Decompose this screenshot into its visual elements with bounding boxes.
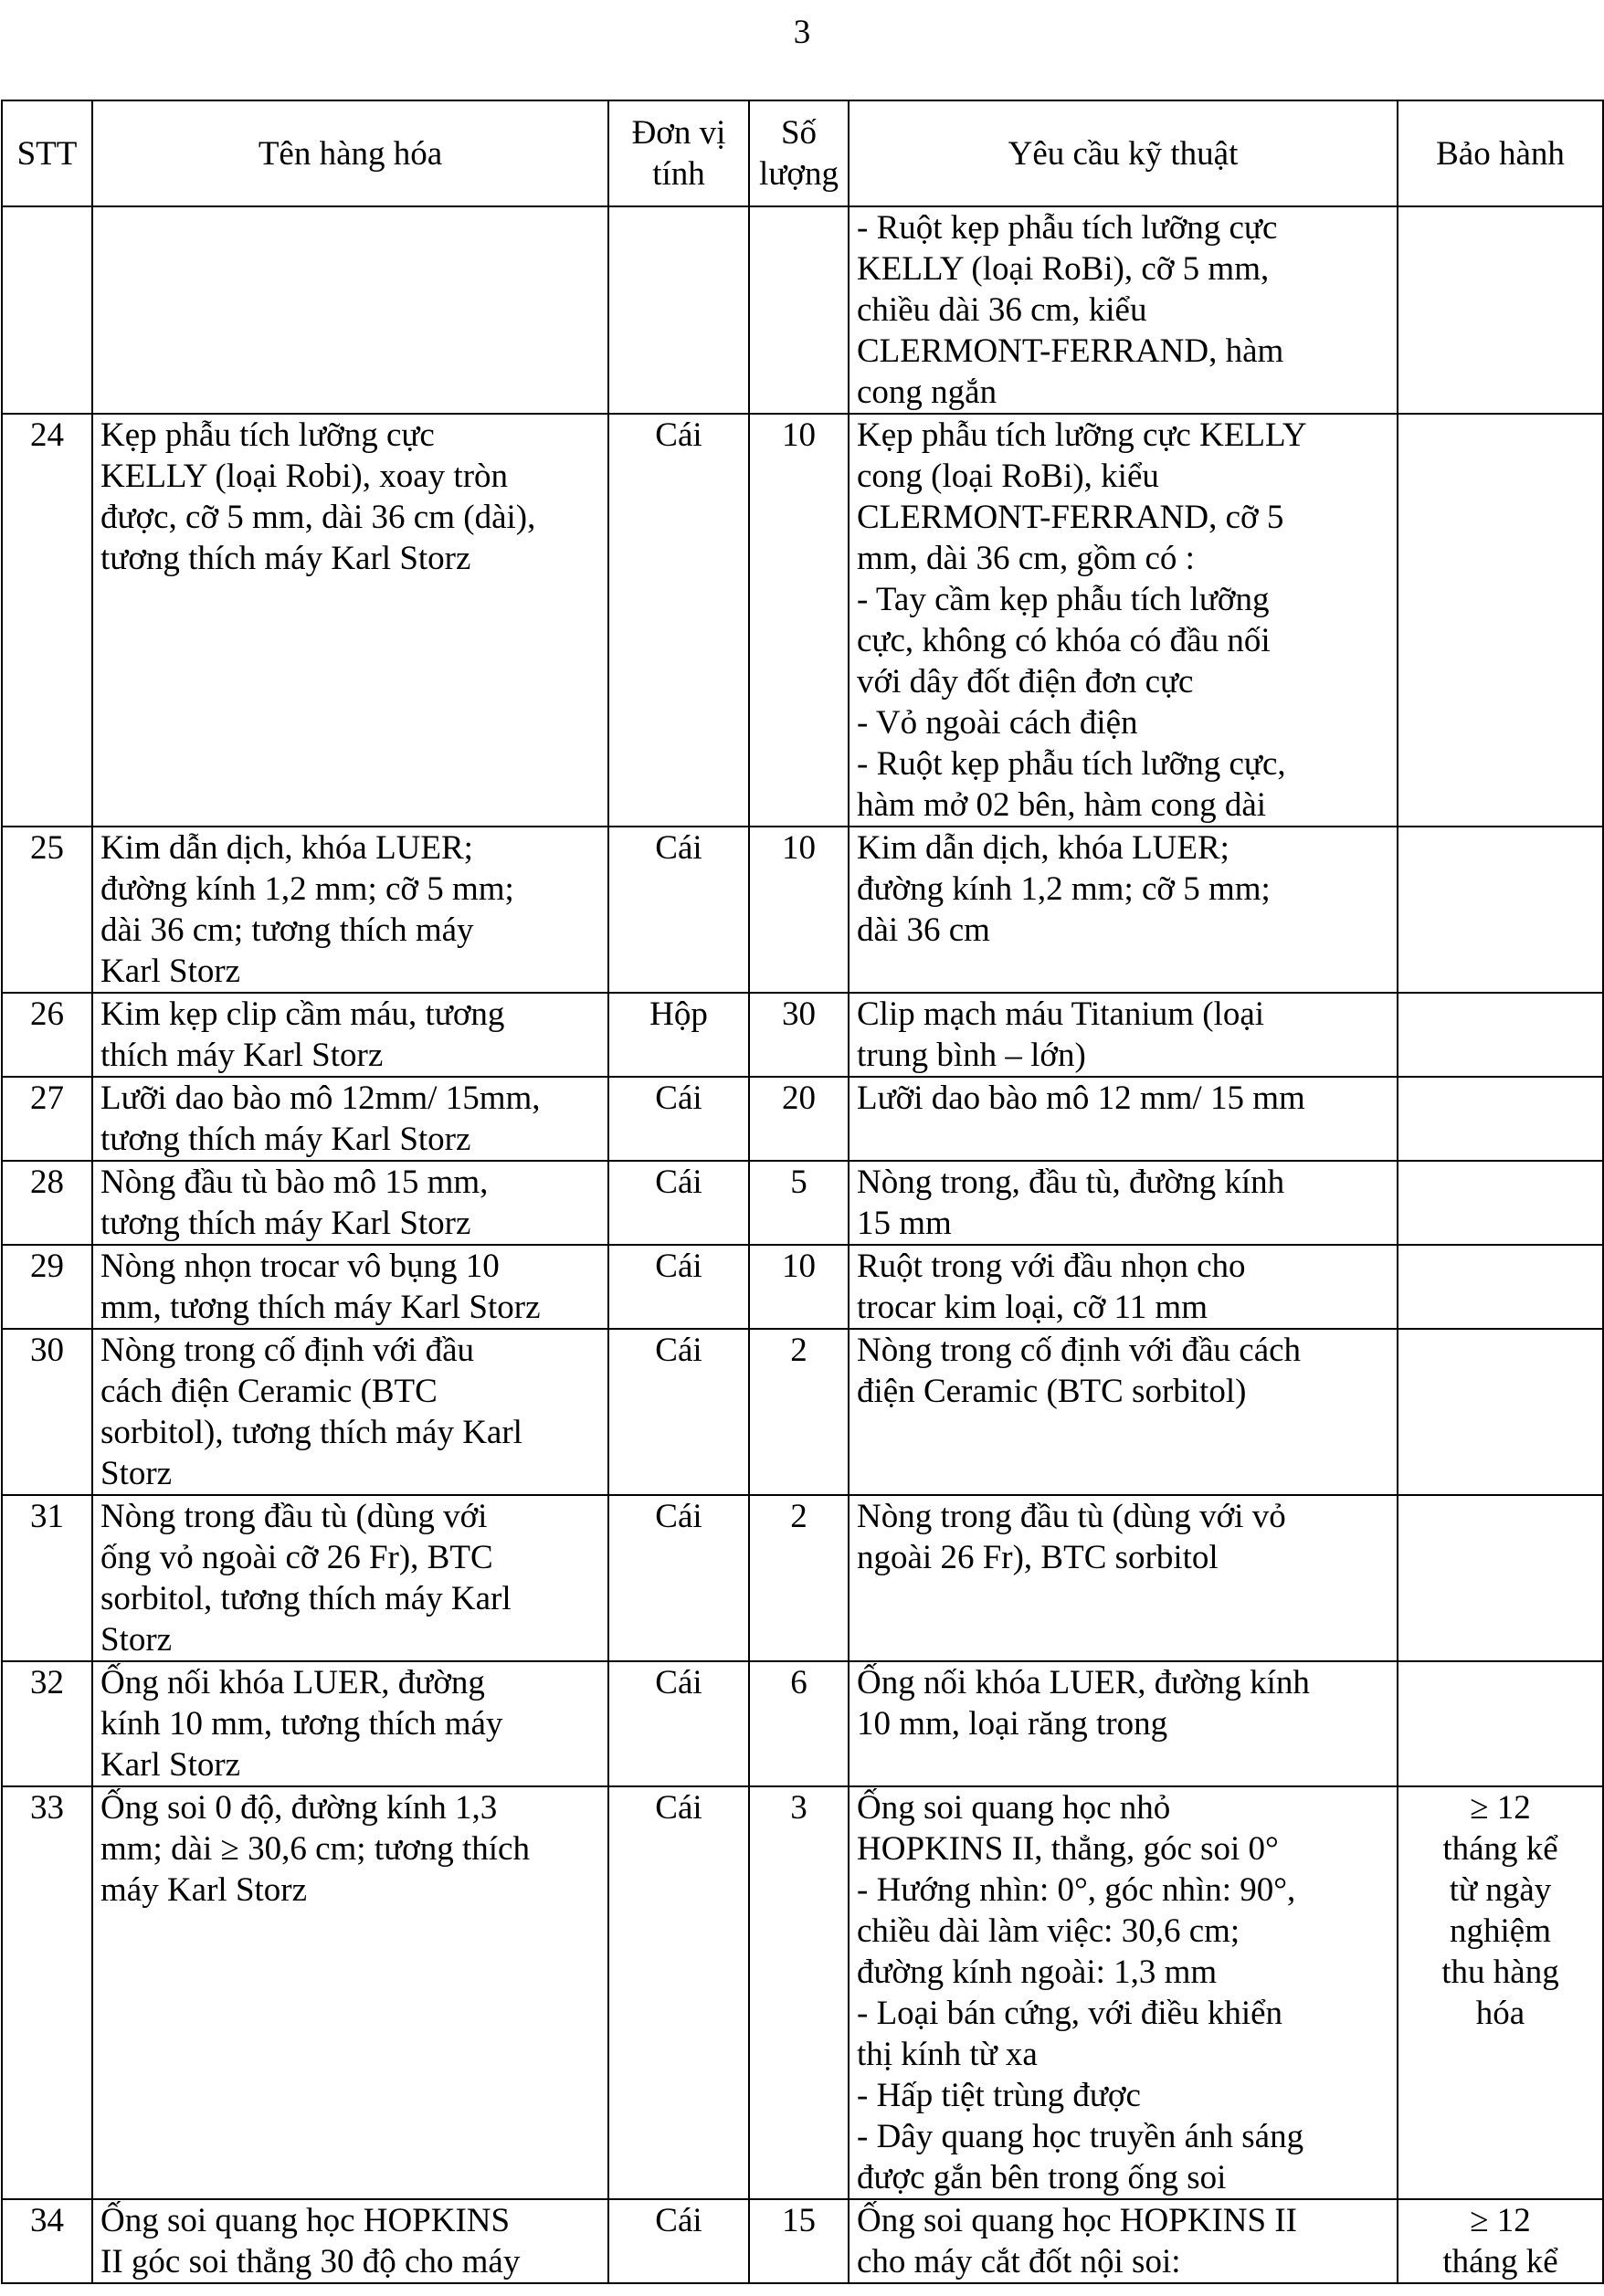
header-qty-line: lượng bbox=[759, 155, 839, 193]
row-quantity: 10 bbox=[749, 1245, 849, 1329]
row-technical-requirements-line: - Ruột kẹp phẫu tích lưỡng cực bbox=[857, 209, 1278, 247]
row-item-name-line: Storz bbox=[100, 1621, 173, 1659]
row-technical-requirements-line: cong ngắn bbox=[857, 374, 997, 411]
header-qty bbox=[749, 100, 849, 206]
header-qty-line: Số bbox=[780, 114, 818, 152]
row-item-name bbox=[92, 827, 608, 993]
row-technical-requirements-line: Ống nối khóa LUER, đường kính bbox=[857, 1664, 1310, 1701]
table-row bbox=[2, 1329, 1603, 1495]
row-technical-requirements-line: hàm mở 02 bên, hàm cong dài bbox=[857, 786, 1267, 824]
row-item-name-line: mm; dài ≥ 30,6 cm; tương thích bbox=[100, 1830, 530, 1868]
row-item-name-line: Karl Storz bbox=[100, 1746, 241, 1784]
row-warranty bbox=[1398, 993, 1603, 1077]
row-technical-requirements-line: ngoài 26 Fr), BTC sorbitol bbox=[857, 1539, 1219, 1576]
table-row bbox=[2, 1077, 1603, 1161]
row-technical-requirements-line: 10 mm, loại răng trong bbox=[857, 1705, 1168, 1743]
table-row bbox=[2, 1786, 1603, 2199]
row-warranty bbox=[1398, 1329, 1603, 1495]
row-technical-requirements-line: Ống soi quang học HOPKINS II bbox=[857, 2202, 1297, 2239]
page-number: 3 bbox=[793, 14, 811, 51]
row-technical-requirements-line: CLERMONT-FERRAND, cỡ 5 bbox=[857, 499, 1284, 536]
row-technical-requirements-line: dài 36 cm bbox=[857, 911, 990, 949]
header-unit-line: tính bbox=[652, 155, 705, 193]
row-warranty bbox=[1398, 414, 1603, 827]
row-item-name-line: Nòng trong cố định với đầu bbox=[100, 1332, 475, 1369]
row-technical-requirements-line: Lưỡi dao bào mô 12 mm/ 15 mm bbox=[857, 1080, 1305, 1117]
row-technical-requirements-line: - Dây quang học truyền ánh sáng bbox=[857, 2118, 1304, 2155]
row-item-name-line: sorbitol, tương thích máy Karl bbox=[100, 1580, 512, 1617]
row-technical-requirements bbox=[849, 1786, 1398, 2199]
row-technical-requirements bbox=[849, 993, 1398, 1077]
row-item-name-line: Lưỡi dao bào mô 12mm/ 15mm, bbox=[100, 1080, 541, 1117]
row-quantity: 30 bbox=[749, 993, 849, 1077]
row-quantity bbox=[749, 206, 849, 414]
row-item-name bbox=[92, 2199, 608, 2283]
row-technical-requirements-line: Ống soi quang học nhỏ bbox=[857, 1789, 1171, 1827]
row-warranty-line: ≥ 12 bbox=[1470, 2202, 1531, 2239]
row-item-name bbox=[92, 1661, 608, 1786]
row-unit: Hộp bbox=[608, 993, 749, 1077]
row-warranty bbox=[1398, 1661, 1603, 1786]
table-row bbox=[2, 1161, 1603, 1245]
row-stt: 33 bbox=[2, 1786, 92, 2199]
row-item-name-line: II góc soi thẳng 30 độ cho máy bbox=[100, 2243, 521, 2280]
table-row bbox=[2, 1495, 1603, 1661]
row-stt: 25 bbox=[2, 827, 92, 993]
row-technical-requirements bbox=[849, 1077, 1398, 1161]
row-unit: Cái bbox=[608, 1077, 749, 1161]
row-technical-requirements bbox=[849, 1495, 1398, 1661]
row-item-name-line: KELLY (loại Robi), xoay tròn bbox=[100, 458, 509, 495]
table-row bbox=[2, 993, 1603, 1077]
row-item-name-line: Nòng trong đầu tù (dùng với bbox=[100, 1498, 488, 1535]
row-stt: 34 bbox=[2, 2199, 92, 2283]
header-name: Tên hàng hóa bbox=[92, 100, 608, 206]
row-technical-requirements-line: chiều dài 36 cm, kiểu bbox=[857, 291, 1147, 329]
row-technical-requirements-line: KELLY (loại RoBi), cỡ 5 mm, bbox=[857, 250, 1270, 288]
equipment-table bbox=[1, 100, 1604, 2284]
header-unit bbox=[608, 100, 749, 206]
row-quantity: 10 bbox=[749, 827, 849, 993]
row-technical-requirements bbox=[849, 1161, 1398, 1245]
row-technical-requirements-line: - Loại bán cứng, với điều khiển bbox=[857, 1995, 1283, 2032]
row-unit: Cái bbox=[608, 414, 749, 827]
row-technical-requirements-line: - Hướng nhìn: 0°, góc nhìn: 90°, bbox=[857, 1871, 1296, 1909]
table-row bbox=[2, 1245, 1603, 1329]
row-quantity: 6 bbox=[749, 1661, 849, 1786]
row-technical-requirements-line: - Hấp tiệt trùng được bbox=[857, 2077, 1141, 2114]
row-item-name-line: cách điện Ceramic (BTC bbox=[100, 1373, 438, 1410]
row-unit: Cái bbox=[608, 827, 749, 993]
row-warranty bbox=[1398, 1161, 1603, 1245]
row-warranty-line: thu hàng bbox=[1441, 1954, 1559, 1991]
row-technical-requirements-line: Kim dẫn dịch, khóa LUER; bbox=[857, 829, 1229, 867]
table-row bbox=[2, 414, 1603, 827]
row-item-name bbox=[92, 1245, 608, 1329]
table-body bbox=[2, 206, 1603, 2283]
row-item-name-line: tương thích máy Karl Storz bbox=[100, 1121, 471, 1158]
row-item-name-line: dài 36 cm; tương thích máy bbox=[100, 911, 474, 949]
row-item-name-line: Kẹp phẫu tích lưỡng cực bbox=[100, 416, 435, 454]
row-technical-requirements-line: điện Ceramic (BTC sorbitol) bbox=[857, 1373, 1247, 1410]
row-technical-requirements bbox=[849, 1245, 1398, 1329]
row-item-name-line: Ống nối khóa LUER, đường bbox=[100, 1664, 485, 1701]
row-quantity: 20 bbox=[749, 1077, 849, 1161]
row-technical-requirements-line: CLERMONT-FERRAND, hàm bbox=[857, 332, 1284, 370]
row-item-name-line: Ống soi 0 độ, đường kính 1,3 bbox=[100, 1789, 498, 1827]
row-technical-requirements-line: Ruột trong với đầu nhọn cho bbox=[857, 1248, 1246, 1285]
row-warranty-line: ≥ 12 bbox=[1470, 1789, 1531, 1827]
row-warranty bbox=[1398, 2199, 1603, 2283]
row-technical-requirements-line: Nòng trong, đầu tù, đường kính bbox=[857, 1164, 1285, 1201]
row-stt: 32 bbox=[2, 1661, 92, 1786]
row-stt: 31 bbox=[2, 1495, 92, 1661]
row-quantity: 10 bbox=[749, 414, 849, 827]
row-item-name-line: Kim dẫn dịch, khóa LUER; bbox=[100, 829, 473, 867]
row-technical-requirements-line: 15 mm bbox=[857, 1205, 952, 1242]
row-item-name bbox=[92, 1077, 608, 1161]
row-stt: 27 bbox=[2, 1077, 92, 1161]
row-item-name-line: Karl Storz bbox=[100, 953, 241, 990]
row-technical-requirements-line: được gắn bên trong ống soi bbox=[857, 2159, 1227, 2196]
table-row bbox=[2, 827, 1603, 993]
row-stt: 24 bbox=[2, 414, 92, 827]
header-tech: Yêu cầu kỹ thuật bbox=[849, 100, 1398, 206]
row-technical-requirements-line: Kẹp phẫu tích lưỡng cực KELLY bbox=[857, 416, 1307, 454]
row-stt: 26 bbox=[2, 993, 92, 1077]
row-technical-requirements-line: cực, không có khóa có đầu nối bbox=[857, 622, 1271, 659]
row-technical-requirements bbox=[849, 414, 1398, 827]
row-item-name-line: thích máy Karl Storz bbox=[100, 1037, 384, 1074]
row-quantity: 2 bbox=[749, 1329, 849, 1495]
row-technical-requirements-line: Nòng trong đầu tù (dùng với vỏ bbox=[857, 1498, 1286, 1535]
row-quantity: 5 bbox=[749, 1161, 849, 1245]
row-technical-requirements-line: Nòng trong cố định với đầu cách bbox=[857, 1332, 1302, 1369]
row-warranty-line: từ ngày bbox=[1449, 1871, 1552, 1909]
row-item-name-line: mm, tương thích máy Karl Storz bbox=[100, 1289, 541, 1326]
row-unit: Cái bbox=[608, 1329, 749, 1495]
row-technical-requirements-line: đường kính 1,2 mm; cỡ 5 mm; bbox=[857, 870, 1271, 908]
row-item-name bbox=[92, 414, 608, 827]
row-quantity: 15 bbox=[749, 2199, 849, 2283]
row-item-name-line: máy Karl Storz bbox=[100, 1871, 308, 1909]
row-technical-requirements-line: HOPKINS II, thẳng, góc soi 0° bbox=[857, 1830, 1279, 1868]
row-unit: Cái bbox=[608, 1786, 749, 2199]
row-technical-requirements-line: - Tay cầm kẹp phẫu tích lưỡng bbox=[857, 581, 1270, 618]
table-header-row bbox=[2, 100, 1603, 206]
row-quantity: 3 bbox=[749, 1786, 849, 2199]
row-technical-requirements-line: mm, dài 36 cm, gồm có : bbox=[857, 540, 1195, 577]
row-item-name bbox=[92, 993, 608, 1077]
row-technical-requirements-line: cho máy cắt đốt nội soi: bbox=[857, 2243, 1181, 2280]
row-warranty bbox=[1398, 1495, 1603, 1661]
row-unit bbox=[608, 206, 749, 414]
row-quantity: 2 bbox=[749, 1495, 849, 1661]
row-warranty-line: hóa bbox=[1475, 1995, 1525, 2032]
row-technical-requirements-line: chiều dài làm việc: 30,6 cm; bbox=[857, 1912, 1240, 1950]
row-item-name bbox=[92, 1329, 608, 1495]
header-warranty: Bảo hành bbox=[1398, 100, 1603, 206]
row-technical-requirements-line: Clip mạch máu Titanium (loại bbox=[857, 995, 1265, 1033]
row-item-name bbox=[92, 206, 608, 414]
row-item-name-line: Kim kẹp clip cầm máu, tương bbox=[100, 995, 505, 1033]
row-item-name bbox=[92, 1495, 608, 1661]
row-warranty bbox=[1398, 206, 1603, 414]
header-unit-line: Đơn vị bbox=[631, 114, 726, 152]
row-item-name-line: Ống soi quang học HOPKINS bbox=[100, 2202, 511, 2239]
row-item-name-line: tương thích máy Karl Storz bbox=[100, 1205, 471, 1242]
row-item-name-line: sorbitol), tương thích máy Karl bbox=[100, 1414, 522, 1451]
row-warranty bbox=[1398, 1786, 1603, 2199]
row-item-name-line: Nòng đầu tù bào mô 15 mm, bbox=[100, 1164, 489, 1201]
row-stt bbox=[2, 206, 92, 414]
row-technical-requirements-line: đường kính ngoài: 1,3 mm bbox=[857, 1954, 1218, 1991]
row-item-name-line: tương thích máy Karl Storz bbox=[100, 540, 471, 577]
row-warranty-line: tháng kể bbox=[1442, 2243, 1558, 2280]
row-technical-requirements-line: - Vỏ ngoài cách điện bbox=[857, 704, 1138, 742]
row-item-name-line: được, cỡ 5 mm, dài 36 cm (dài), bbox=[100, 499, 536, 536]
row-technical-requirements-line: với dây đốt điện đơn cực bbox=[857, 663, 1194, 700]
row-unit: Cái bbox=[608, 1245, 749, 1329]
row-unit: Cái bbox=[608, 1161, 749, 1245]
row-item-name bbox=[92, 1786, 608, 2199]
row-stt: 28 bbox=[2, 1161, 92, 1245]
row-unit: Cái bbox=[608, 1495, 749, 1661]
row-technical-requirements-line: trung bình – lớn) bbox=[857, 1037, 1086, 1074]
table-row bbox=[2, 1661, 1603, 1786]
row-technical-requirements bbox=[849, 2199, 1398, 2283]
row-technical-requirements bbox=[849, 1661, 1398, 1786]
row-item-name-line: Storz bbox=[100, 1455, 173, 1492]
row-warranty bbox=[1398, 1245, 1603, 1329]
row-warranty-line: nghiệm bbox=[1450, 1912, 1551, 1950]
row-warranty bbox=[1398, 1077, 1603, 1161]
row-technical-requirements-line: thị kính từ xa bbox=[857, 2036, 1038, 2073]
row-unit: Cái bbox=[608, 1661, 749, 1786]
row-warranty-line: tháng kể bbox=[1442, 1830, 1558, 1868]
row-unit: Cái bbox=[608, 2199, 749, 2283]
row-technical-requirements-line: trocar kim loại, cỡ 11 mm bbox=[857, 1289, 1208, 1326]
table-row bbox=[2, 2199, 1603, 2283]
row-item-name bbox=[92, 1161, 608, 1245]
row-technical-requirements-line: cong (loại RoBi), kiểu bbox=[857, 458, 1159, 495]
row-warranty bbox=[1398, 827, 1603, 993]
row-technical-requirements bbox=[849, 1329, 1398, 1495]
row-item-name-line: đường kính 1,2 mm; cỡ 5 mm; bbox=[100, 870, 514, 908]
row-technical-requirements bbox=[849, 827, 1398, 993]
row-stt: 29 bbox=[2, 1245, 92, 1329]
row-technical-requirements bbox=[849, 206, 1398, 414]
row-item-name-line: Nòng nhọn trocar vô bụng 10 bbox=[100, 1248, 500, 1285]
row-item-name-line: ống vỏ ngoài cỡ 26 Fr), BTC bbox=[100, 1539, 493, 1576]
row-technical-requirements-line: - Ruột kẹp phẫu tích lưỡng cực, bbox=[857, 745, 1286, 783]
row-stt: 30 bbox=[2, 1329, 92, 1495]
header-stt: STT bbox=[2, 100, 92, 206]
table-row bbox=[2, 206, 1603, 414]
row-item-name-line: kính 10 mm, tương thích máy bbox=[100, 1705, 503, 1743]
